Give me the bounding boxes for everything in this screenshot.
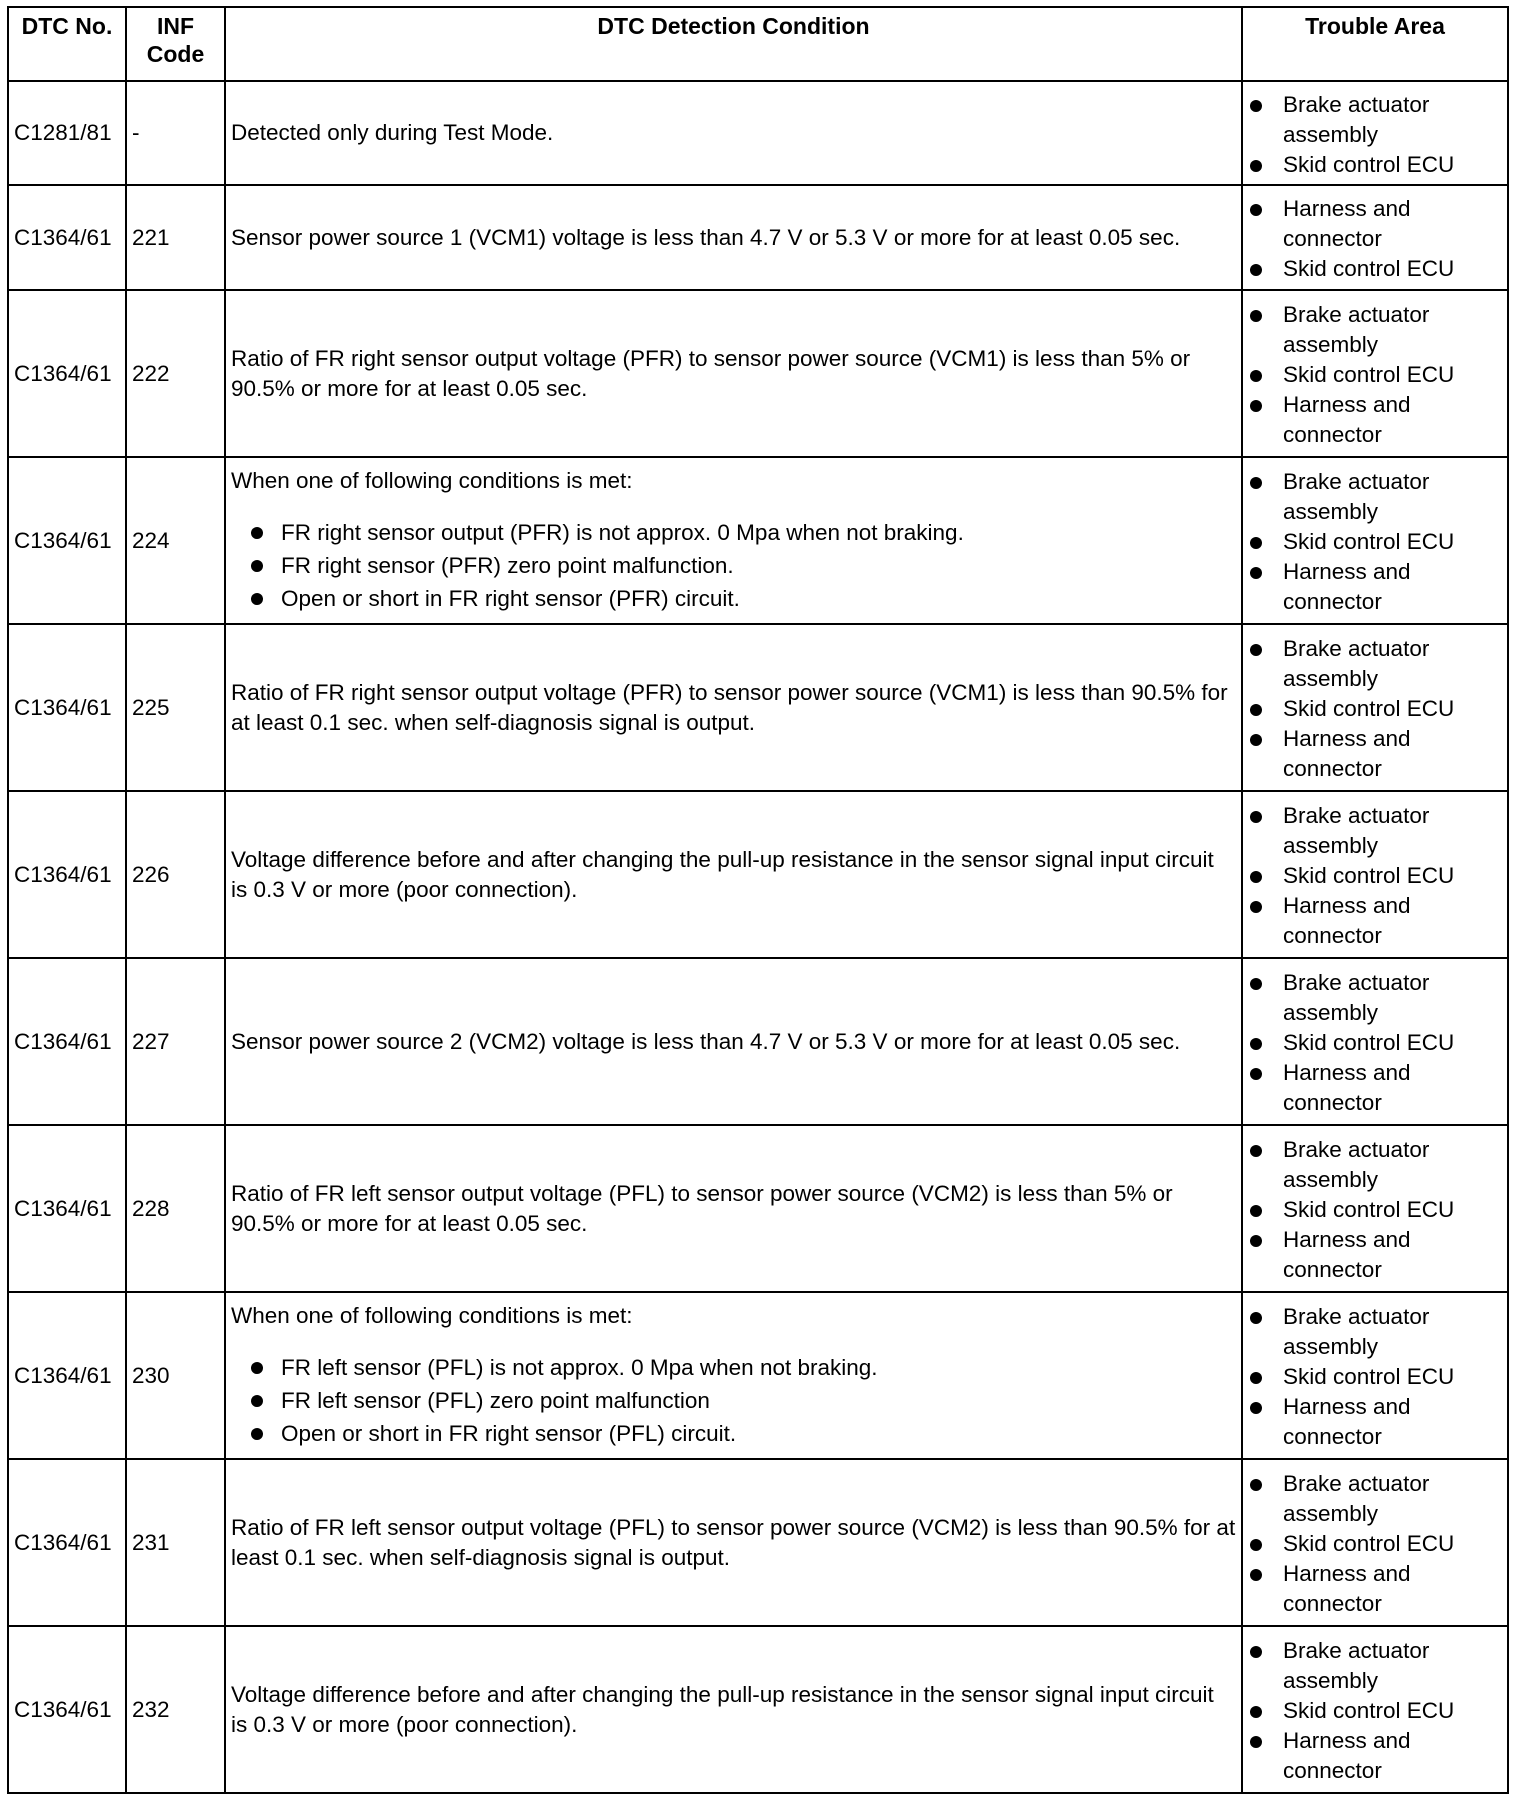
header-trouble-area: Trouble Area <box>1242 7 1508 81</box>
table-body <box>8 81 1508 1793</box>
trouble-area-item: Brake actuator assembly <box>1248 467 1502 527</box>
trouble-area-cell <box>1242 958 1508 1125</box>
condition-cell: Sensor power source 1 (VCM1) voltage is less than 4.7 V or 5.3 V or more for at least 0.05 sec. <box>225 185 1242 290</box>
condition-cell <box>225 457 1242 624</box>
trouble-area-list <box>1248 968 1502 1118</box>
trouble-area-item: Harness and connector <box>1248 1225 1502 1285</box>
dtc-number-cell: C1364/61 <box>8 791 126 958</box>
dtc-number-cell: C1364/61 <box>8 1626 126 1793</box>
trouble-area-cell <box>1242 1626 1508 1793</box>
inf-code-cell: 226 <box>126 791 225 958</box>
inf-code-cell: 225 <box>126 624 225 791</box>
dtc-number-cell: C1364/61 <box>8 185 126 290</box>
inf-code-cell: 221 <box>126 185 225 290</box>
condition-cell: Voltage difference before and after changing the pull-up resistance in the sensor signal input circuit is 0.3 V or more (poor connection). <box>225 791 1242 958</box>
dtc-number-cell: C1364/61 <box>8 290 126 457</box>
condition-cell: Ratio of FR right sensor output voltage (PFR) to sensor power source (VCM1) is less than 90.5% for at least 0.1 sec. when self-diagnosis signal is output. <box>225 624 1242 791</box>
table-row <box>8 791 1508 958</box>
trouble-area-cell <box>1242 791 1508 958</box>
condition-cell: Sensor power source 2 (VCM2) voltage is less than 4.7 V or 5.3 V or more for at least 0.05 sec. <box>225 958 1242 1125</box>
trouble-area-item: Harness and connector <box>1248 557 1502 617</box>
inf-code-cell: 222 <box>126 290 225 457</box>
trouble-area-item: Skid control ECU <box>1248 694 1502 724</box>
trouble-area-item: Skid control ECU <box>1248 254 1502 284</box>
trouble-area-item: Skid control ECU <box>1248 1362 1502 1392</box>
trouble-area-item: Brake actuator assembly <box>1248 1302 1502 1362</box>
trouble-area-item: Brake actuator assembly <box>1248 801 1502 861</box>
trouble-area-list <box>1248 634 1502 784</box>
trouble-area-cell <box>1242 1459 1508 1626</box>
trouble-area-cell <box>1242 290 1508 457</box>
condition-cell <box>225 1292 1242 1459</box>
dtc-table <box>7 6 1509 1794</box>
condition-cell: Ratio of FR right sensor output voltage (PFR) to sensor power source (VCM1) is less than 5% or 90.5% or more for at least 0.05 sec. <box>225 290 1242 457</box>
inf-code-cell: 232 <box>126 1626 225 1793</box>
header-inf-code-text: INF Code <box>146 13 205 67</box>
trouble-area-cell <box>1242 1125 1508 1292</box>
trouble-area-list <box>1248 467 1502 617</box>
condition-item: Open or short in FR right sensor (PFR) circuit. <box>231 582 1236 615</box>
header-row <box>8 7 1508 81</box>
trouble-area-cell <box>1242 1292 1508 1459</box>
condition-item: FR right sensor (PFR) zero point malfunction. <box>231 549 1236 582</box>
dtc-number-cell: C1364/61 <box>8 1292 126 1459</box>
dtc-number-cell: C1364/61 <box>8 1459 126 1626</box>
trouble-area-item: Harness and connector <box>1248 1726 1502 1786</box>
table-row <box>8 1459 1508 1626</box>
condition-cell: Ratio of FR left sensor output voltage (PFL) to sensor power source (VCM2) is less than 90.5% for at least 0.1 sec. when self-diagnosis signal is output. <box>225 1459 1242 1626</box>
header-condition: DTC Detection Condition <box>225 7 1242 81</box>
inf-code-cell: 230 <box>126 1292 225 1459</box>
table-header <box>8 7 1508 81</box>
table-row <box>8 1125 1508 1292</box>
table-row <box>8 1626 1508 1793</box>
condition-cell: Voltage difference before and after changing the pull-up resistance in the sensor signal input circuit is 0.3 V or more (poor connection). <box>225 1626 1242 1793</box>
dtc-number-cell: C1364/61 <box>8 624 126 791</box>
trouble-area-item: Brake actuator assembly <box>1248 1636 1502 1696</box>
inf-code-cell: 227 <box>126 958 225 1125</box>
table-row <box>8 958 1508 1125</box>
trouble-area-cell <box>1242 624 1508 791</box>
trouble-area-list <box>1248 1135 1502 1285</box>
trouble-area-item: Brake actuator assembly <box>1248 634 1502 694</box>
trouble-area-list <box>1248 1636 1502 1786</box>
dtc-number-cell: C1364/61 <box>8 958 126 1125</box>
table-row <box>8 457 1508 624</box>
trouble-area-item: Skid control ECU <box>1248 1028 1502 1058</box>
trouble-area-item: Brake actuator assembly <box>1248 1469 1502 1529</box>
trouble-area-item: Brake actuator assembly <box>1248 300 1502 360</box>
inf-code-cell: 231 <box>126 1459 225 1626</box>
trouble-area-item: Harness and connector <box>1248 390 1502 450</box>
trouble-area-item: Brake actuator assembly <box>1248 90 1502 150</box>
condition-intro: When one of following conditions is met: <box>231 1303 633 1328</box>
trouble-area-list <box>1248 1469 1502 1619</box>
trouble-area-list <box>1248 801 1502 951</box>
condition-item: FR left sensor (PFL) is not approx. 0 Mpa when not braking. <box>231 1351 1236 1384</box>
trouble-area-item: Skid control ECU <box>1248 861 1502 891</box>
condition-list <box>231 1351 1236 1450</box>
trouble-area-list <box>1248 194 1502 284</box>
condition-intro: When one of following conditions is met: <box>231 468 633 493</box>
trouble-area-item: Harness and connector <box>1248 194 1502 254</box>
inf-code-cell: 228 <box>126 1125 225 1292</box>
condition-cell: Detected only during Test Mode. <box>225 81 1242 185</box>
table-row <box>8 185 1508 290</box>
trouble-area-item: Harness and connector <box>1248 1559 1502 1619</box>
condition-list <box>231 516 1236 615</box>
header-dtc-no: DTC No. <box>8 7 126 81</box>
trouble-area-list <box>1248 90 1502 180</box>
dtc-number-cell: C1281/81 <box>8 81 126 185</box>
condition-cell: Ratio of FR left sensor output voltage (PFL) to sensor power source (VCM2) is less than 5% or 90.5% or more for at least 0.05 sec. <box>225 1125 1242 1292</box>
trouble-area-item: Skid control ECU <box>1248 1529 1502 1559</box>
trouble-area-item: Harness and connector <box>1248 1392 1502 1452</box>
trouble-area-item: Skid control ECU <box>1248 360 1502 390</box>
trouble-area-cell <box>1242 457 1508 624</box>
table-row <box>8 81 1508 185</box>
trouble-area-item: Harness and connector <box>1248 891 1502 951</box>
table-row <box>8 624 1508 791</box>
condition-item: Open or short in FR right sensor (PFL) circuit. <box>231 1417 1236 1450</box>
trouble-area-item: Harness and connector <box>1248 1058 1502 1118</box>
trouble-area-item: Skid control ECU <box>1248 150 1502 180</box>
condition-item: FR left sensor (PFL) zero point malfunction <box>231 1384 1236 1417</box>
table-row <box>8 1292 1508 1459</box>
trouble-area-item: Harness and connector <box>1248 724 1502 784</box>
table-row <box>8 290 1508 457</box>
dtc-number-cell: C1364/61 <box>8 457 126 624</box>
trouble-area-item: Skid control ECU <box>1248 527 1502 557</box>
trouble-area-item: Skid control ECU <box>1248 1696 1502 1726</box>
trouble-area-item: Skid control ECU <box>1248 1195 1502 1225</box>
trouble-area-cell <box>1242 81 1508 185</box>
inf-code-cell: 224 <box>126 457 225 624</box>
trouble-area-item: Brake actuator assembly <box>1248 968 1502 1028</box>
trouble-area-list <box>1248 1302 1502 1452</box>
trouble-area-item: Brake actuator assembly <box>1248 1135 1502 1195</box>
condition-item: FR right sensor output (PFR) is not approx. 0 Mpa when not braking. <box>231 516 1236 549</box>
header-inf-code <box>126 7 225 81</box>
inf-code-cell: - <box>126 81 225 185</box>
trouble-area-cell <box>1242 185 1508 290</box>
dtc-number-cell: C1364/61 <box>8 1125 126 1292</box>
trouble-area-list <box>1248 300 1502 450</box>
